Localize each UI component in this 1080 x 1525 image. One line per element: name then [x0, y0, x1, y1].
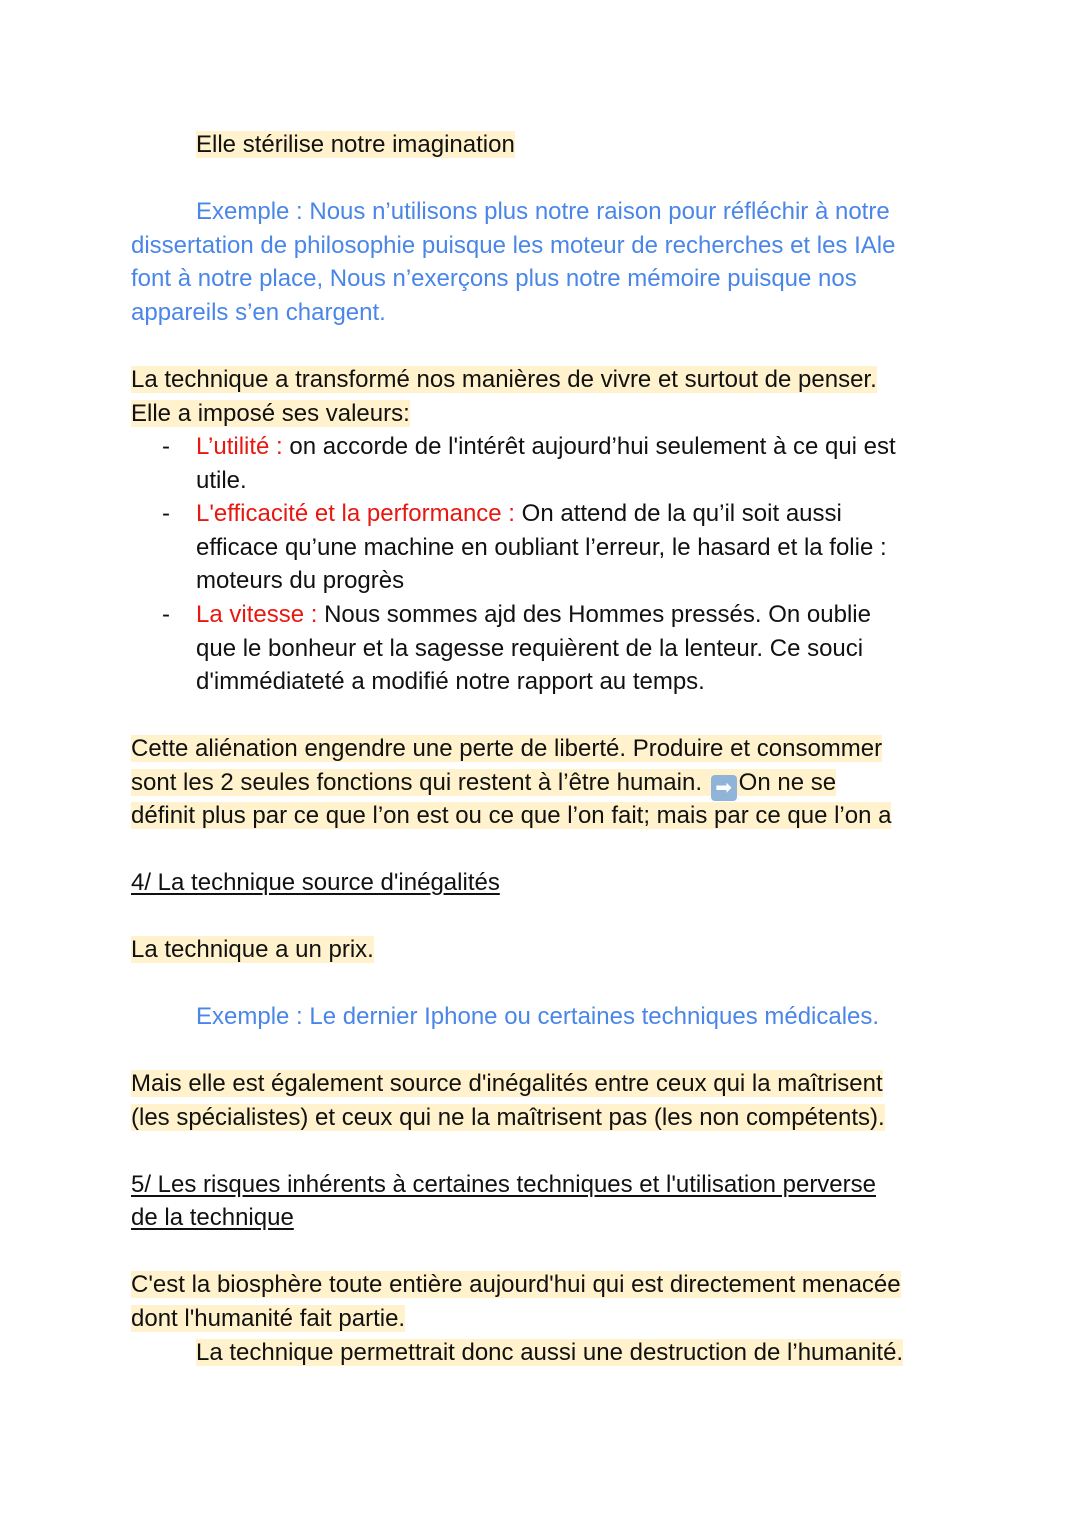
- highlighted-text: La technique a un prix.: [131, 936, 374, 963]
- bullet: -: [162, 601, 170, 628]
- highlighted-text: [131, 769, 837, 799]
- highlighted-text: Elle stérilise notre imagination: [196, 131, 515, 158]
- highlighted-text: C'est la biosphère toute entière aujourd'hui qui est directement menacée: [131, 1271, 901, 1298]
- statement: [196, 128, 515, 162]
- section-heading: 5/ Les risques inhérents à certaines techniques et l'utilisation perverse: [131, 1171, 876, 1198]
- text: On ne se: [738, 769, 837, 796]
- paragraph-line: [131, 732, 882, 766]
- list-item: [196, 598, 871, 632]
- list-item-text: efficace qu’une machine en oubliant l’erreur, le hasard et la folie :: [196, 534, 887, 561]
- paragraph-line: [131, 933, 374, 967]
- paragraph-line: [131, 1268, 901, 1302]
- highlighted-text: La technique a transformé nos manières de vivre et surtout de penser.: [131, 366, 877, 393]
- bullet: -: [162, 500, 170, 527]
- list-item-label: La vitesse :: [196, 601, 318, 628]
- paragraph-line: [131, 799, 891, 833]
- text: sont les 2 seules fonctions qui restent à l’être humain.: [131, 769, 702, 796]
- list-item-text: on accorde de l'intérêt aujourd’hui seulement à ce qui est: [289, 433, 896, 460]
- paragraph-line: [131, 1302, 405, 1336]
- highlighted-text: Cette aliénation engendre une perte de liberté. Produire et consommer: [131, 735, 883, 762]
- bullet: -: [162, 433, 170, 460]
- list-item: [196, 497, 842, 531]
- highlighted-text: La technique permettrait donc aussi une destruction de l’humanité.: [196, 1339, 904, 1366]
- example-line: appareils s’en chargent.: [131, 299, 386, 326]
- paragraph-line: [131, 363, 877, 397]
- section-heading: 4/ La technique source d'inégalités: [131, 869, 500, 896]
- section-heading: de la technique: [131, 1204, 294, 1231]
- list-item-text: moteurs du progrès: [196, 567, 405, 594]
- paragraph-line: [131, 1101, 885, 1135]
- list-item: [196, 430, 896, 464]
- example-line: dissertation de philosophie puisque les moteur de recherches et les IAle: [131, 232, 896, 259]
- list-item-text: que le bonheur et la sagesse requièrent de la lenteur. Ce souci: [196, 635, 864, 662]
- list-item-text: On attend de la qu’il soit aussi: [521, 500, 842, 527]
- highlighted-text: (les spécialistes) et ceux qui ne la maîtrisent pas (les non compétents).: [131, 1104, 885, 1131]
- list-item-label: L’utilité :: [196, 433, 283, 460]
- list-item-text: d'immédiateté a modifié notre rapport au temps.: [196, 668, 705, 695]
- paragraph-line: [131, 766, 836, 800]
- arrow-right-icon: ➡: [711, 775, 737, 801]
- list-item-label: L'efficacité et la performance :: [196, 500, 515, 527]
- paragraph-line: [131, 397, 410, 431]
- highlighted-text: définit plus par ce que l’on est ou ce que l’on fait; mais par ce que l’on a: [131, 802, 892, 829]
- list-item-text: Nous sommes ajd des Hommes pressés. On oublie: [324, 601, 871, 628]
- highlighted-text: dont l'humanité fait partie.: [131, 1305, 406, 1332]
- highlighted-text: Mais elle est également source d'inégalités entre ceux qui la maîtrisent: [131, 1070, 883, 1097]
- paragraph-line: [196, 1336, 903, 1370]
- example-line: Exemple : Nous n’utilisons plus notre raison pour réfléchir à notre: [196, 198, 890, 225]
- highlighted-text: Elle a imposé ses valeurs:: [131, 400, 410, 427]
- example-line: Exemple : Le dernier Iphone ou certaines techniques médicales.: [196, 1003, 880, 1030]
- list-item-text: utile.: [196, 467, 247, 494]
- example-line: font à notre place, Nous n’exerçons plus notre mémoire puisque nos: [131, 265, 857, 292]
- paragraph-line: [131, 1067, 883, 1101]
